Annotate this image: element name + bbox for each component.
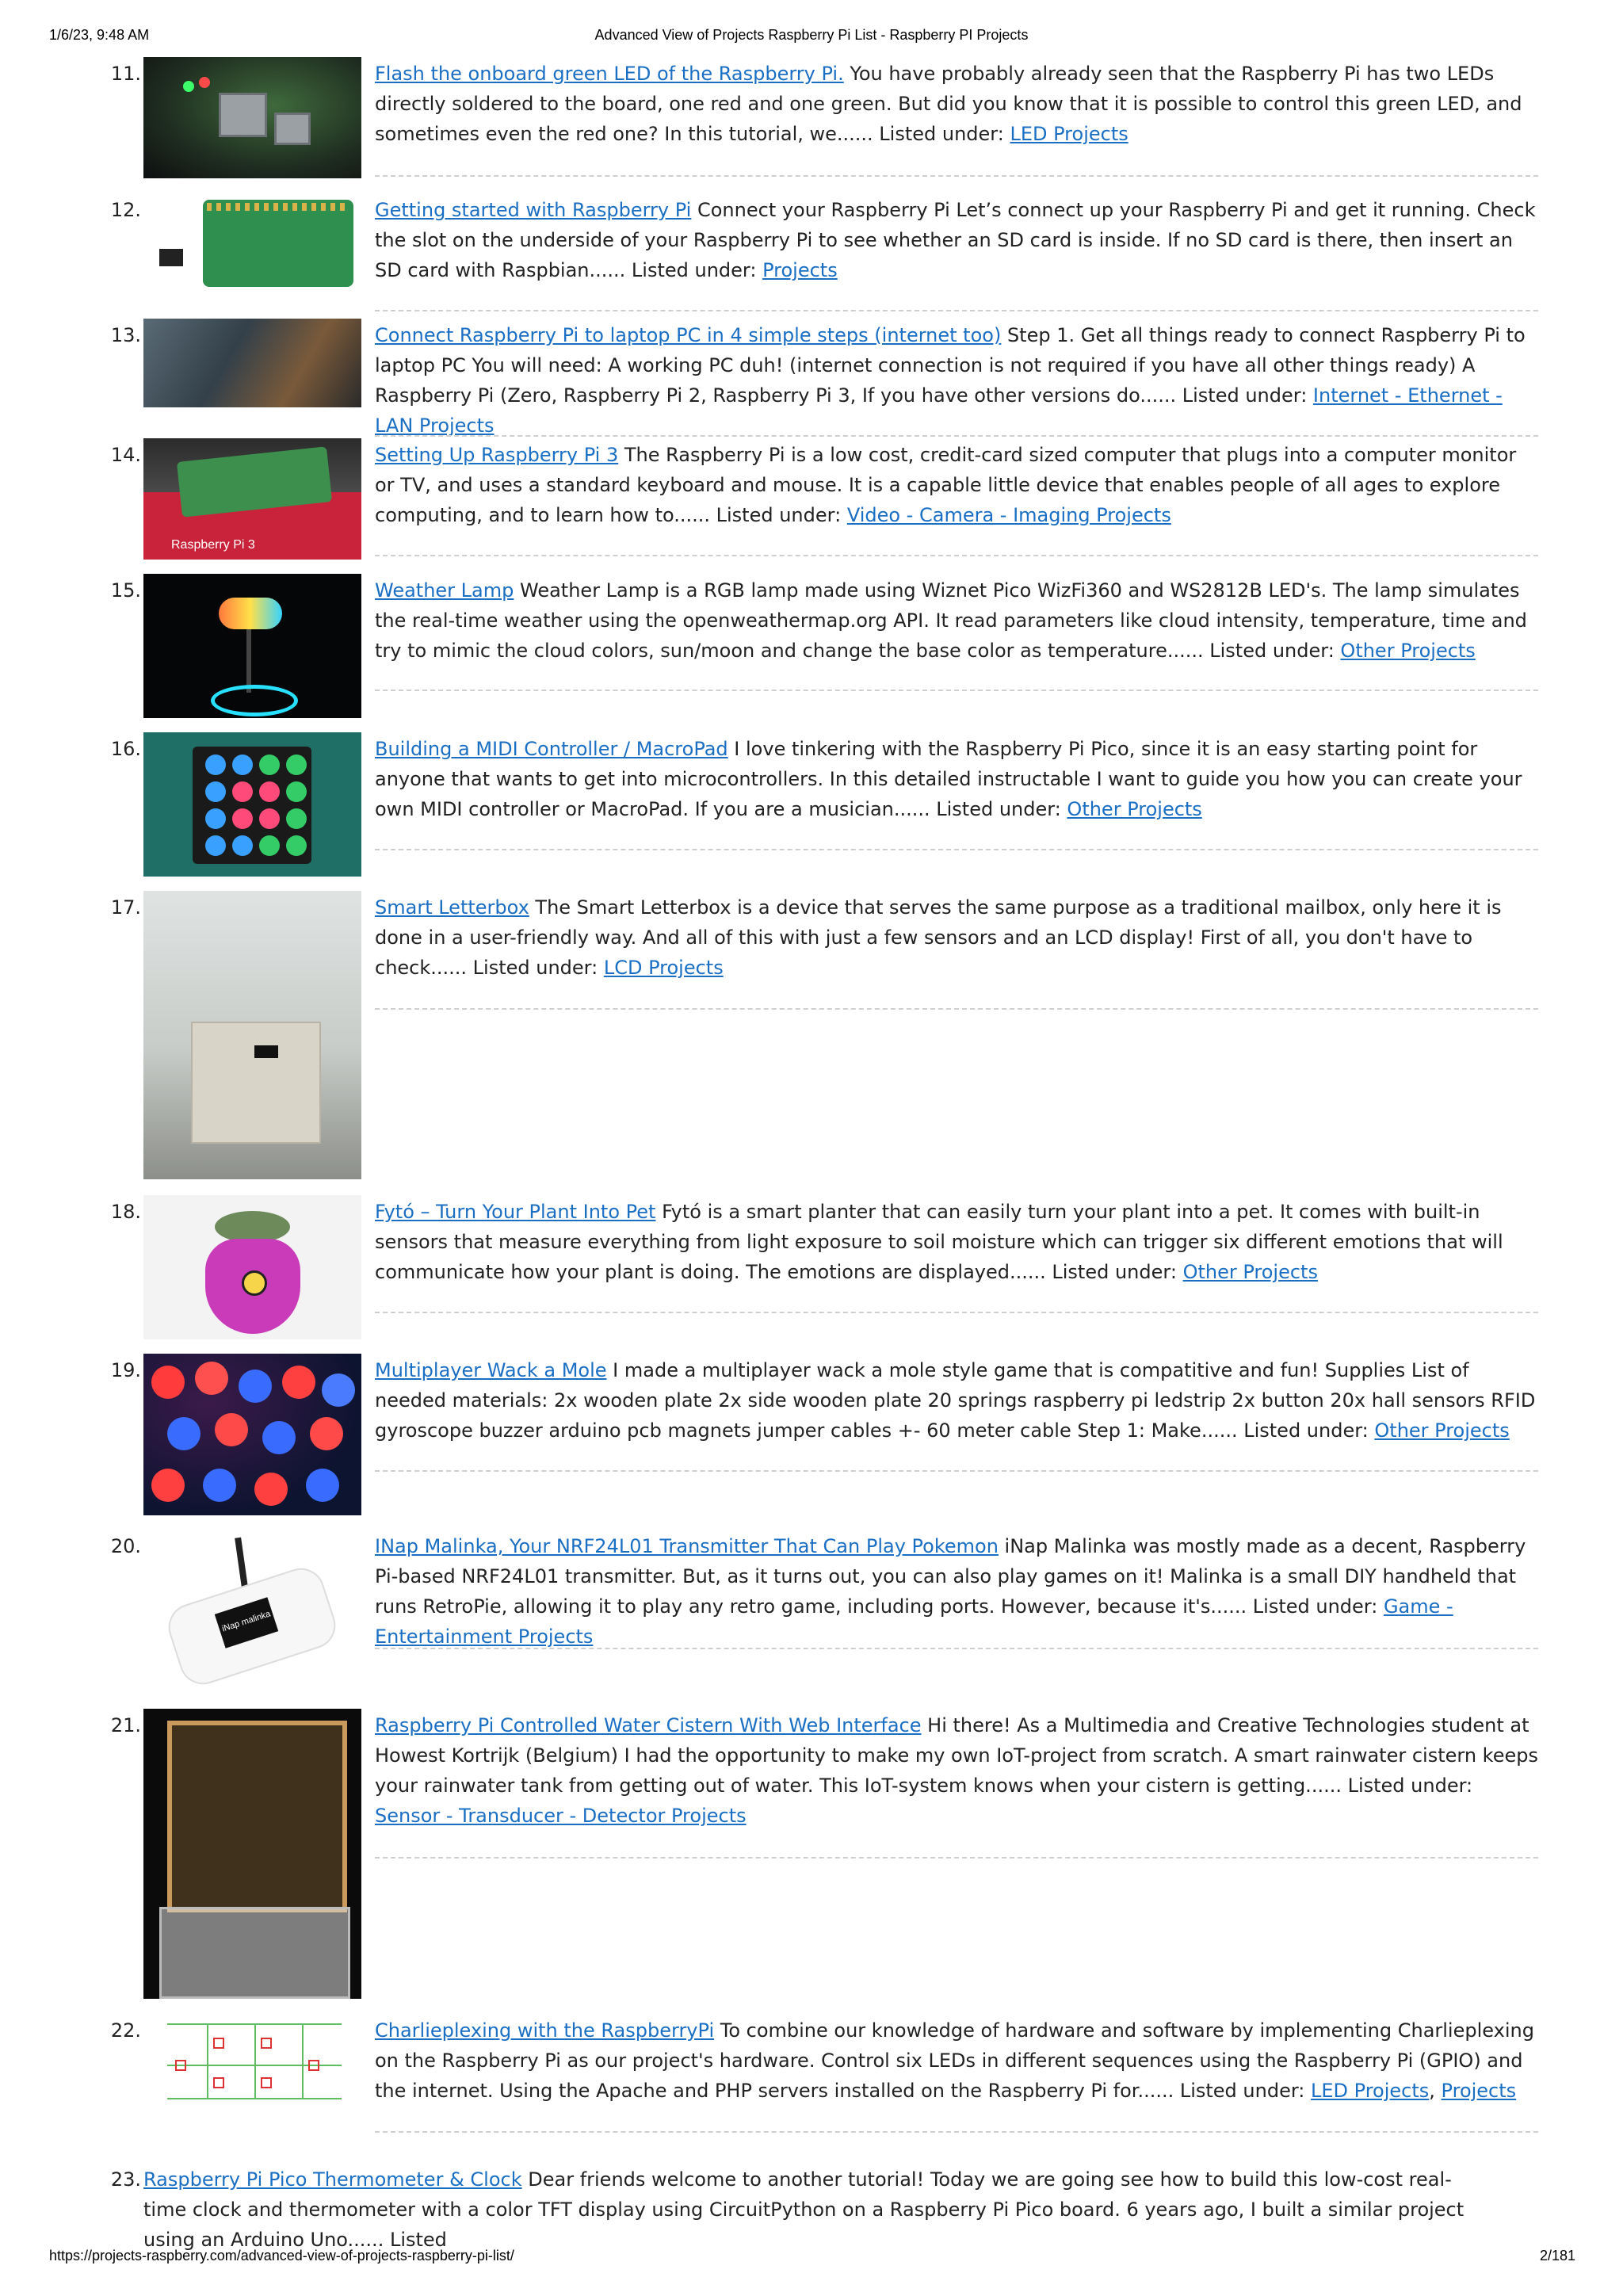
item-thumbnail[interactable] [143,2014,361,2103]
item-title-link[interactable]: Weather Lamp [375,579,514,602]
category-link[interactable]: Video - Camera - Imaging Projects [846,504,1171,526]
category-link[interactable]: LED Projects [1311,2080,1430,2102]
category-link[interactable]: Other Projects [1182,1261,1318,1283]
category-link[interactable]: Sensor - Transducer - Detector Projects [375,1805,747,1827]
divider [375,310,1538,311]
item-title-link[interactable]: Charlieplexing with the RaspberryPi [375,2019,715,2042]
item-thumbnail[interactable] [143,891,361,1179]
page-title: Advanced View of Projects Raspberry Pi List - Raspberry PI Projects [594,27,1029,43]
item-description: Multiplayer Wack a Mole I made a multiplayer wack a mole style game that is compatitive and fun! Supplies List of needed materials: 2x wooden plate 2x side wooden plate 20 springs raspberry pi ledstrip 2x button 20x hall sensors RFID gyroscope buzzer arduino pcb magnets jumper cables +- 60 meter cable Step 1: Make...... Listed under: Other Projects [375,1359,1536,1442]
item-title-link[interactable]: Flash the onboard green LED of the Raspberry Pi. [375,63,844,85]
item-thumbnail[interactable] [143,1354,361,1515]
item-number: 20. [110,1535,141,1557]
item-description: INap Malinka, Your NRF24L01 Transmitter That Can Play Pokemon iNap Malinka was mostly made as a decent, Raspberry Pi-based NRF24L01 transmitter. But, as it turns out, you can also play games on it! Malinka is a small DIY handheld that runs RetroPie, allowing it to play any retro game, including ports. However, because it's...... Listed under: Game - Entertainment Projects [375,1535,1526,1648]
category-link-2[interactable]: Projects [1441,2080,1517,2102]
category-link[interactable]: Internet - Ethernet - LAN Projects [375,384,1503,437]
category-link[interactable]: Game - Entertainment Projects [375,1595,1453,1648]
item-description: Smart Letterbox The Smart Letterbox is a device that serves the same purpose as a traditional mailbox, only here it is done in a user-friendly way. And all of this with just a few sensors and an LCD display! First of all, you don't have to check...... Listed under: LCD Projects [375,896,1502,979]
item-number: 12. [110,199,141,221]
box-label: Raspberry Pi 3 [171,538,255,552]
item-thumbnail[interactable] [143,1195,361,1339]
divider [375,1648,1538,1649]
item-description: Raspberry Pi Pico Thermometer & Clock Dear friends welcome to another tutorial! Today we are going see how to build this low-cost real-time clock and thermometer with a color TFT display using CircuitPython on a Raspberry Pi Pico board. 6 years ago, I built a similar project using an Arduino Uno...... Listed [143,2168,1465,2251]
item-description: Setting Up Raspberry Pi 3 The Raspberry Pi is a low cost, credit-card sized computer that plugs into a computer monitor or TV, and uses a standard keyboard and mouse. It is a capable little device that enables people of all ages to explore computing, and to learn how to...... Listed under: Video - Camera - Imaging Projects [375,444,1517,526]
divider [375,1008,1538,1010]
divider [375,1312,1538,1313]
divider [375,435,1538,437]
item-number: 11. [110,63,141,85]
item-title-link[interactable]: Setting Up Raspberry Pi 3 [375,444,619,466]
item-title-link[interactable]: Building a MIDI Controller / MacroPad [375,738,728,760]
item-number: 18. [110,1201,141,1223]
item-number: 21. [110,1714,141,1736]
device-label: iNap malinka [220,1609,272,1634]
divider [375,555,1538,556]
item-number: 17. [110,896,141,919]
item-description: Raspberry Pi Controlled Water Cistern With Web Interface Hi there! As a Multimedia and Creative Technologies student at Howest Kortrijk (Belgium) I had the opportunity to make my own IoT-project from scratch. A smart rainwater cistern keeps your rainwater tank from getting out of water. This IoT-system knows when your cistern is getting...... Listed under: Sensor - Transducer - Detector Projects [375,1714,1538,1827]
divider [375,1857,1538,1859]
item-title-link[interactable]: Raspberry Pi Controlled Water Cistern With Web Interface [375,1714,922,1736]
category-link[interactable]: Other Projects [1340,640,1476,662]
divider [375,690,1538,691]
item-thumbnail[interactable] [143,319,361,407]
print-header [0,27,1623,51]
item-description: Charlieplexing with the RaspberryPi To combine our knowledge of hardware and software by implementing Charlieplexing on the Raspberry Pi as our project's hardware. Control six LEDs in different sequences using the Raspberry Pi (GPIO) and the internet. Using the Apache and PHP servers installed on the Raspberry Pi for...... Listed under: LED Projects, Projects [375,2019,1534,2102]
item-number: 15. [110,579,141,602]
divider [375,2131,1538,2133]
item-thumbnail[interactable] [143,1530,361,1695]
item-title-link[interactable]: Multiplayer Wack a Mole [375,1359,607,1381]
item-title-link[interactable]: Raspberry Pi Pico Thermometer & Clock [143,2168,522,2191]
item-thumbnail[interactable] [143,193,361,296]
print-datetime: 1/6/23, 9:48 AM [49,27,150,43]
item-title-link[interactable]: Getting started with Raspberry Pi [375,199,692,221]
item-number: 19. [110,1359,141,1381]
category-link[interactable]: LCD Projects [603,957,724,979]
page-number: 2/181 [1539,2248,1575,2264]
item-number: 13. [110,324,141,346]
category-link[interactable]: LED Projects [1010,123,1128,145]
divider [375,1470,1538,1472]
item-number: 16. [110,738,141,760]
category-link[interactable]: Other Projects [1374,1419,1510,1442]
item-description: Connect Raspberry Pi to laptop PC in 4 simple steps (internet too) Step 1. Get all things ready to connect Raspberry Pi to laptop PC You will need: A working PC duh! (internet connection is not required if you have all other things ready) A Raspberry Pi (Zero, Raspberry Pi 2, Raspberry Pi 3, If you have other versions do...... Listed under: Internet - Ethernet - LAN Projects [375,324,1526,437]
item-number: 23. [110,2168,141,2191]
item-thumbnail[interactable] [143,438,361,560]
item-thumbnail[interactable] [143,1709,361,1999]
item-description: Getting started with Raspberry Pi Connect your Raspberry Pi Let’s connect up your Raspberry Pi and get it running. Check the slot on the underside of your Raspberry Pi to see whether an SD card is inside. If no SD card is there, then insert an SD card with Raspbian...... Listed under: Projects [375,199,1536,281]
divider [375,849,1538,850]
item-description: Fytó – Turn Your Plant Into Pet Fytó is a smart planter that can easily turn your plant into a pet. It comes with built-in sensors that measure everything from light exposure to soil moisture which can trigger six different emotions that will communicate how your plant is doing. The emotions are displayed...... Listed under: Other Projects [375,1201,1503,1283]
item-number: 22. [110,2019,141,2042]
item-title-link[interactable]: INap Malinka, Your NRF24L01 Transmitter That Can Play Pokemon [375,1535,999,1557]
item-description: Building a MIDI Controller / MacroPad I love tinkering with the Raspberry Pi Pico, since it is an easy starting point for anyone that wants to get into microcontrollers. In this detailed instructable I want to guide you how you can create your own MIDI controller or MacroPad. If you are a musician...... Listed under: Other Projects [375,738,1522,820]
item-thumbnail[interactable] [143,57,361,178]
item-thumbnail[interactable] [143,574,361,718]
item-title-link[interactable]: Fytó – Turn Your Plant Into Pet [375,1201,656,1223]
item-thumbnail[interactable] [143,732,361,877]
category-link[interactable]: Projects [762,259,838,281]
item-title-link[interactable]: Connect Raspberry Pi to laptop PC in 4 simple steps (internet too) [375,324,1002,346]
divider [375,175,1538,177]
item-number: 14. [110,444,141,466]
print-footer [0,2248,1623,2271]
page-url: https://projects-raspberry.com/advanced-view-of-projects-raspberry-pi-list/ [49,2248,514,2264]
item-description: Weather Lamp Weather Lamp is a RGB lamp made using Wiznet Pico WizFi360 and WS2812B LED's. The lamp simulates the real-time weather using the openweathermap.org API. It read parameters like cloud intensity, temperature, time and try to mimic the cloud colors, sun/moon and change the base color as temperature...... Listed under: Other Projects [375,579,1527,662]
item-title-link[interactable]: Smart Letterbox [375,896,529,919]
item-description: Flash the onboard green LED of the Raspberry Pi. You have probably already seen that the Raspberry Pi has two LEDs directly soldered to the board, one red and one green. But did you know that it is possible to control this green LED, and sometimes even the red one? In this tutorial, we...... Listed under: LED Projects [375,63,1522,145]
category-link[interactable]: Other Projects [1067,798,1202,820]
